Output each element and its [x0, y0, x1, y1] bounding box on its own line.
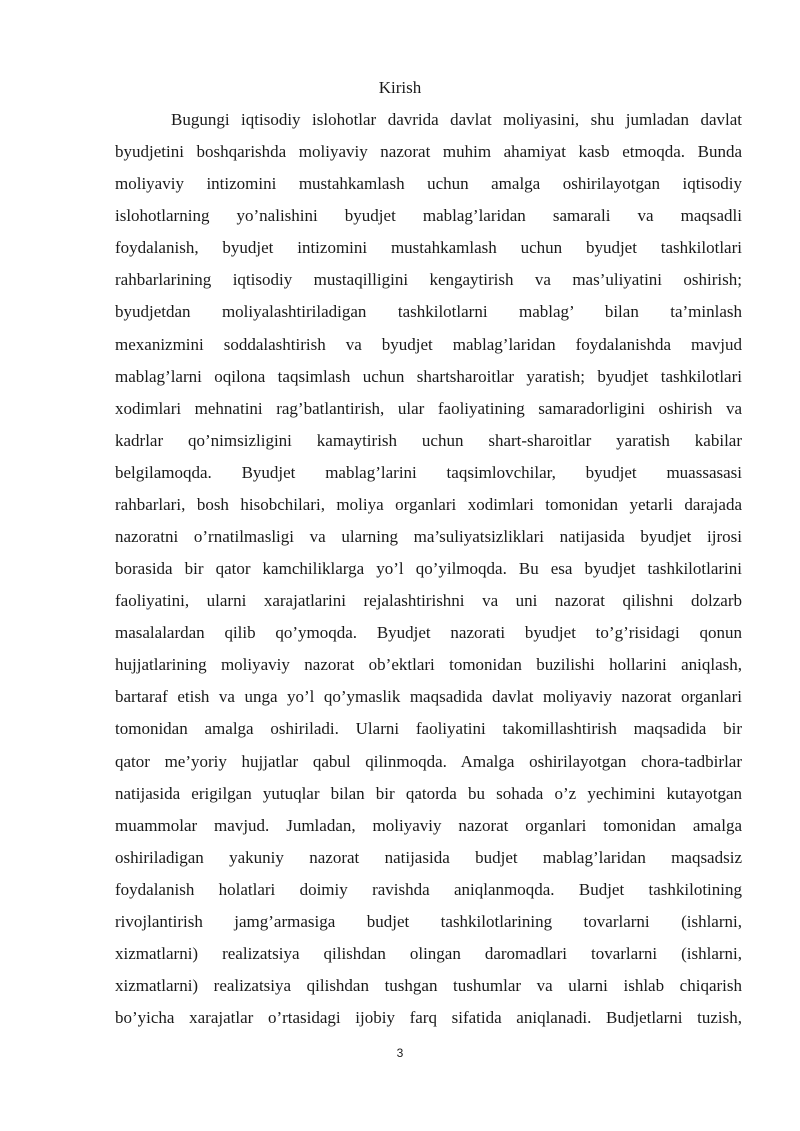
text-line: masalalardan qilib qo’ymoqda. Byudjet nazorati byudjet to’g’risidagi qonun: [115, 623, 742, 643]
text-line: xizmatlarni) realizatsiya qilishdan olingan daromadlari tovarlarni (ishlarni,: [115, 944, 742, 964]
text-line: tomonidan amalga oshiriladi. Ularni faoliyatini takomillashtirish maqsadida bir: [115, 719, 742, 739]
text-line: foydalanish holatlari doimiy ravishda aniqlanmoqda. Budjet tashkilotining: [115, 879, 742, 899]
text-line: kadrlar qo’nimsizligini kamaytirish uchun shart-sharoitlar yaratish kabilar: [115, 430, 742, 450]
body-paragraph: [115, 104, 742, 1034]
text-line: qator me’yoriy hujjatlar qabul qilinmoqda. Amalga oshirilayotgan chora-tadbirlar: [115, 751, 742, 771]
text-line: rahbarlari, bosh hisobchilari, moliya organlari xodimlari tomonidan yetarli darajada: [115, 494, 742, 514]
text-line: borasida bir qator kamchiliklarga yo’l qo’yilmoqda. Bu esa byudjet tashkilotlarini: [115, 559, 742, 579]
text-line: foydalanish, byudjet intizomini mustahkamlash uchun byudjet tashkilotlari: [115, 238, 742, 258]
text-line: bartaraf etish va unga yo’l qo’ymaslik maqsadida davlat moliyaviy nazorat organlari: [115, 687, 742, 707]
text-line: faoliyatini, ularni xarajatlarini rejalashtirishni va uni nazorat qilishni dolzarb: [115, 591, 742, 611]
text-line: oshiriladigan yakuniy nazorat natijasida budjet mablag’laridan maqsadsiz: [115, 847, 742, 867]
text-line: mexanizmini soddalashtirish va byudjet mablag’laridan foydalanishda mavjud: [115, 334, 742, 354]
text-line: natijasida erigilgan yutuqlar bilan bir qatorda bu sohada o’z yechimini kutayotgan: [115, 783, 742, 803]
text-line: mablag’larni oqilona taqsimlash uchun shartsharoitlar yaratish; byudjet tashkilotlari: [115, 366, 742, 386]
text-line: Bugungi iqtisodiy islohotlar davrida davlat moliyasini, shu jumladan davlat: [171, 110, 742, 129]
text-line: rivojlantirish jamg’armasiga budjet tashkilotlarining tovarlarni (ishlarni,: [115, 911, 742, 931]
text-line: xodimlari mehnatini rag’batlantirish, ular faoliyatining samaradorligini oshirish va: [115, 398, 742, 418]
text-line: belgilamoqda. Byudjet mablag’larini taqsimlovchilar, byudjet muassasasi: [115, 462, 742, 482]
text-line: xizmatlarni) realizatsiya qilishdan tushgan tushumlar va ularni ishlab chiqarish: [115, 976, 742, 996]
text-line: nazoratni o’rnatilmasligi va ularning ma’suliyatsizliklari natijasida byudjet ijrosi: [115, 527, 742, 547]
text-line: muammolar mavjud. Jumladan, moliyaviy nazorat organlari tomonidan amalga: [115, 815, 742, 835]
page-number: 3: [396, 1046, 404, 1060]
text-line: rahbarlarining iqtisodiy mustaqilligini kengaytirish va mas’uliyatini oshirish;: [115, 270, 742, 290]
text-line: islohotlarning yo’nalishini byudjet mablag’laridan samarali va maqsadli: [115, 206, 742, 226]
page-title: Kirish: [378, 78, 422, 97]
text-line: hujjatlarining moliyaviy nazorat ob’ektlari tomonidan buzilishi hollarini aniqlash,: [115, 655, 742, 675]
text-line: moliyaviy intizomini mustahkamlash uchun amalga oshirilayotgan iqtisodiy: [115, 174, 742, 194]
text-line: byudjetdan moliyalashtiriladigan tashkilotlarni mablag’ bilan ta’minlash: [115, 302, 742, 322]
text-line: byudjetini boshqarishda moliyaviy nazorat muhim ahamiyat kasb etmoqda. Bunda: [115, 142, 742, 162]
text-line: bo’yicha xarajatlar o’rtasidagi ijobiy farq sifatida aniqlanadi. Budjetlarni tuzish,: [115, 1008, 742, 1028]
